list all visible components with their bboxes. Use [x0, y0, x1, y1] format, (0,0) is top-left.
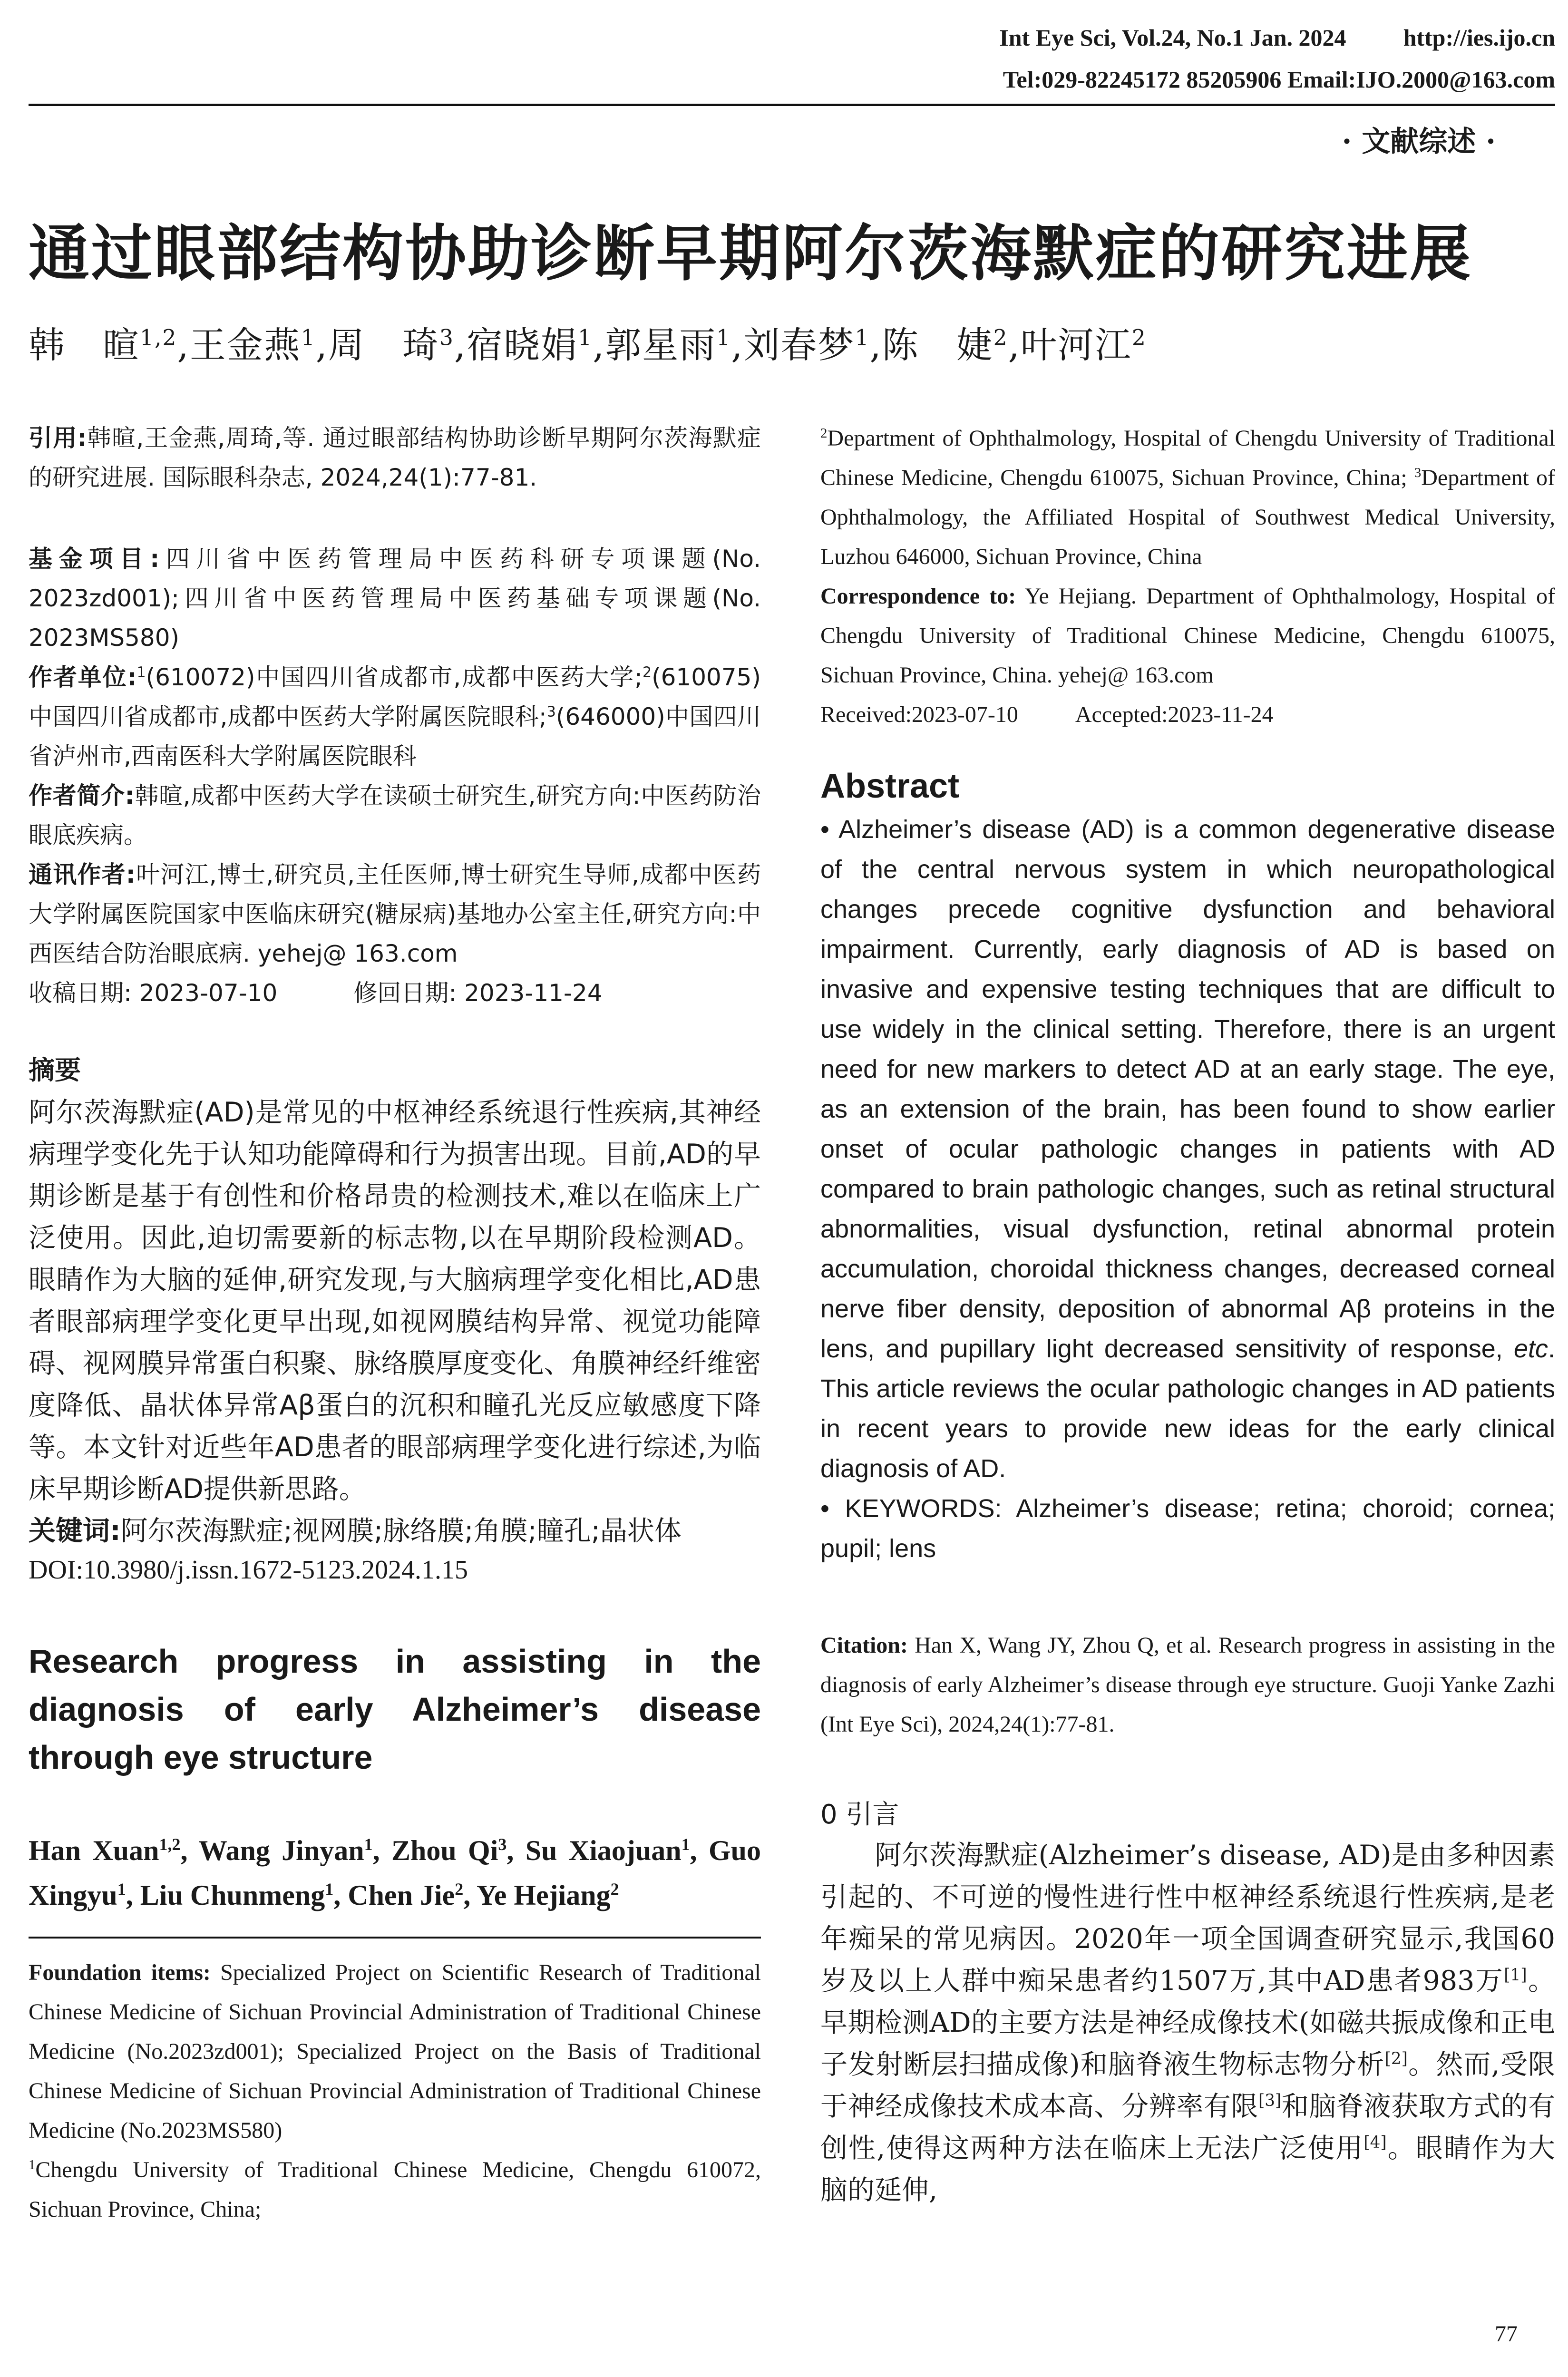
- citation-en: Citation: Han X, Wang JY, Zhou Q, et al. Research progress in assisting in the diagnosis of early Alzheimer’s disease through eye structure. Guoji Yanke Zazhi (Int Eye Sci), 2024,24(1):77-81.: [820, 1633, 1556, 1737]
- keywords-en: • KEYWORDS: Alzheimer’s disease; retina; choroid; cornea; pupil; lens: [820, 1494, 1555, 1563]
- affiliations-en-continued: $^2$Department of Ophthalmology, Hospital of Chengdu University of Traditional Chinese Medicine, Chengdu 610075, Sichuan Province, China; $^3$Department of Ophthalmology, the Affiliated Hospital of Southwest Medical University, Luzhou 646000, Sichuan Province, China: [820, 426, 1556, 569]
- reference-3[interactable]: [3]: [1258, 2091, 1282, 2110]
- author-list-en: Han Xuan$^{1,2}$, Wang Jinyan$^1$, Zhou Qi$^3$, Su Xiaojuan$^1$, Guo Xingyu$^1$, Liu Chunmeng$^1$, Chen Jie$^2$, Ye Hejiang$^2$: [29, 1835, 761, 1911]
- header-rule: [29, 104, 1555, 106]
- doi[interactable]: DOI:10.3980/j.issn.1672-5123.2024.1.15: [29, 1555, 468, 1585]
- abstract-text-cn: 阿尔茨海默症(AD)是常见的中枢神经系统退行性疾病,其神经病理学变化先于认知功能障碍和行为损害出现。目前,AD的早期诊断是基于有创性和价格昂贵的检测技术,难以在临床上广泛使用。因此,迫切需要新的标志物,以在早期阶段检测AD。眼睛作为大脑的延伸,研究发现,与大脑病理学变化相比,AD患者眼部病理学变化更早出现,如视网膜结构异常、视觉功能障碍、视网膜异常蛋白积聚、脉络膜厚度变化、角膜神经纤维密度降低、晶状体异常Aβ蛋白的沉积和瞳孔光反应敏感度下降等。本文针对近些年AD患者的眼部病理学变化进行综述,为临床早期诊断AD提供新思路。: [29, 1097, 761, 1505]
- journal-header-line: [999, 24, 1555, 51]
- citation-cn: 引用:韩暄,王金燕,周琦,等. 通过眼部结构协助诊断早期阿尔茨海默症的研究进展. 国际眼科杂志, 2024,24(1):77-81.: [29, 424, 761, 491]
- affiliations-cn: 作者单位:$^1$(610072)中国四川省成都市,成都中医药大学;$^2$(610075)中国四川省成都市,成都中医药大学附属医院眼科;$^3$(646000)中国四川省泸州市,西南医科大学附属医院眼科: [29, 663, 761, 770]
- reference-2[interactable]: [2]: [1384, 2049, 1408, 2068]
- column-label: · 文献综述 ·: [1342, 125, 1496, 158]
- page-number: 77: [1495, 2321, 1518, 2347]
- affiliation-en-1: $^1$Chengdu University of Traditional Chinese Medicine, Chengdu 610072, Sichuan Province, China;: [29, 2157, 761, 2222]
- article-title-en: Research progress in assisting in the diagnosis of early Alzheimer’s disease through eye structure: [29, 1643, 761, 1776]
- correspondence-cn: 通讯作者:叶河江,博士,研究员,主任医师,博士研究生导师,成都中医药大学附属医院国家中医临床研究(糖尿病)基地办公室主任,研究方向:中西医结合防治眼底病. yehej@ 163.com: [29, 861, 761, 967]
- article-title-cn: 通过眼部结构协助诊断早期阿尔茨海默症的研究进展: [29, 218, 1473, 289]
- abstract-heading-en: Abstract: [820, 767, 960, 805]
- left-column: [29, 419, 761, 2229]
- author-rule: [29, 1937, 761, 1939]
- journal-info: Int Eye Sci, Vol.24, No.1 Jan. 2024: [999, 24, 1346, 51]
- intro-paragraph: 阿尔茨海默症(Alzheimer’s disease, AD)是由多种因素引起的、不可逆的慢性进行性中枢神经系统退行性疾病,是老年痴呆的常见病因。2020年一项全国调查研究显示,我国60岁及以上人群中痴呆患者约1507万,其中AD患者983万[1]。早期检测AD的主要方法是神经成像技术(如磁共振成像和正电子发射断层扫描成像)和脑脊液生物标志物分析[2]。然而,受限于神经成像技术成本高、分辨率有限[3]和脑脊液获取方式的有创性,使得这两种方法在临床上无法广泛使用[4]。眼睛作为大脑的延伸,: [820, 1840, 1556, 2206]
- dates-en: Received:2023-07-10 Accepted:2023-11-24: [820, 702, 1274, 727]
- correspondence-en: Correspondence to: Ye Hejiang. Department of Ophthalmology, Hospital of Chengdu University of Traditional Chinese Medicine, Chengdu 610075, Sichuan Province, China. yehej@ 163.com: [820, 584, 1556, 688]
- author-list-cn: 韩 暄$^{1,2}$,王金燕$^1$,周 琦$^3$,宿晓娟$^1$,郭星雨$^1$,刘春梦$^1$,陈 婕$^2$,叶河江$^2$: [29, 324, 1147, 366]
- foundation-en: Foundation items: Specialized Project on Scientific Research of Traditional Chinese Medicine of Sichuan Provincial Administration of Traditional Chinese Medicine (No.2023zd001); Specialized Project on the Basis of Traditional Chinese Medicine of Sichuan Provincial Administration of Traditional Chinese Medicine (No.2023MS580): [29, 1960, 761, 2143]
- reference-4[interactable]: [4]: [1363, 2133, 1387, 2152]
- intro-heading: 0 引言: [820, 1799, 899, 1830]
- reference-1[interactable]: [1]: [1504, 1966, 1527, 1985]
- journal-contact: Tel:029-82245172 85205906 Email:IJO.2000@163.com: [1003, 66, 1555, 93]
- abstract-text-en: • Alzheimer’s disease (AD) is a common degenerative disease of the central nervous system in which neuropathological changes precede cognitive dysfunction and behavioral impairment. Currently, early diagnosis of AD is based on invasive and expensive testing techniques that are difficult to use widely in the clinical setting. Therefore, there is an urgent need for new markers to detect AD at an early stage. The eye, as an extension of the brain, has been found to show earlier onset of ocular pathologic changes in patients with AD compared to brain pathologic changes, such as retinal structural abnormalities, visual dysfunction, retinal abnormal protein accumulation, choroidal thickness changes, decreased corneal nerve fiber density, deposition of abnormal Aβ proteins in the lens, and pupillary light decreased sensitivity of response, etc. This article reviews the ocular pathologic changes in AD patients in recent years to provide new ideas for the early clinical diagnosis of AD.: [820, 815, 1555, 1483]
- journal-url[interactable]: http://ies.ijo.cn: [1403, 24, 1555, 51]
- author-intro-cn: 作者简介:韩暄,成都中医药大学在读硕士研究生,研究方向:中医药防治眼底疾病。: [29, 782, 761, 849]
- abstract-heading-cn: 摘要: [29, 1055, 81, 1085]
- dates-cn: 收稿日期: 2023-07-10 修回日期: 2023-11-24: [29, 979, 603, 1007]
- funding-cn: 基金项目:四川省中医药管理局中医药科研专项课题(No. 2023zd001);四川省中医药管理局中医药基础专项课题(No. 2023MS580): [29, 545, 761, 652]
- keywords-cn: 关键词:阿尔茨海默症;视网膜;脉络膜;角膜;瞳孔;晶状体: [29, 1515, 682, 1547]
- right-column: [820, 419, 1555, 2211]
